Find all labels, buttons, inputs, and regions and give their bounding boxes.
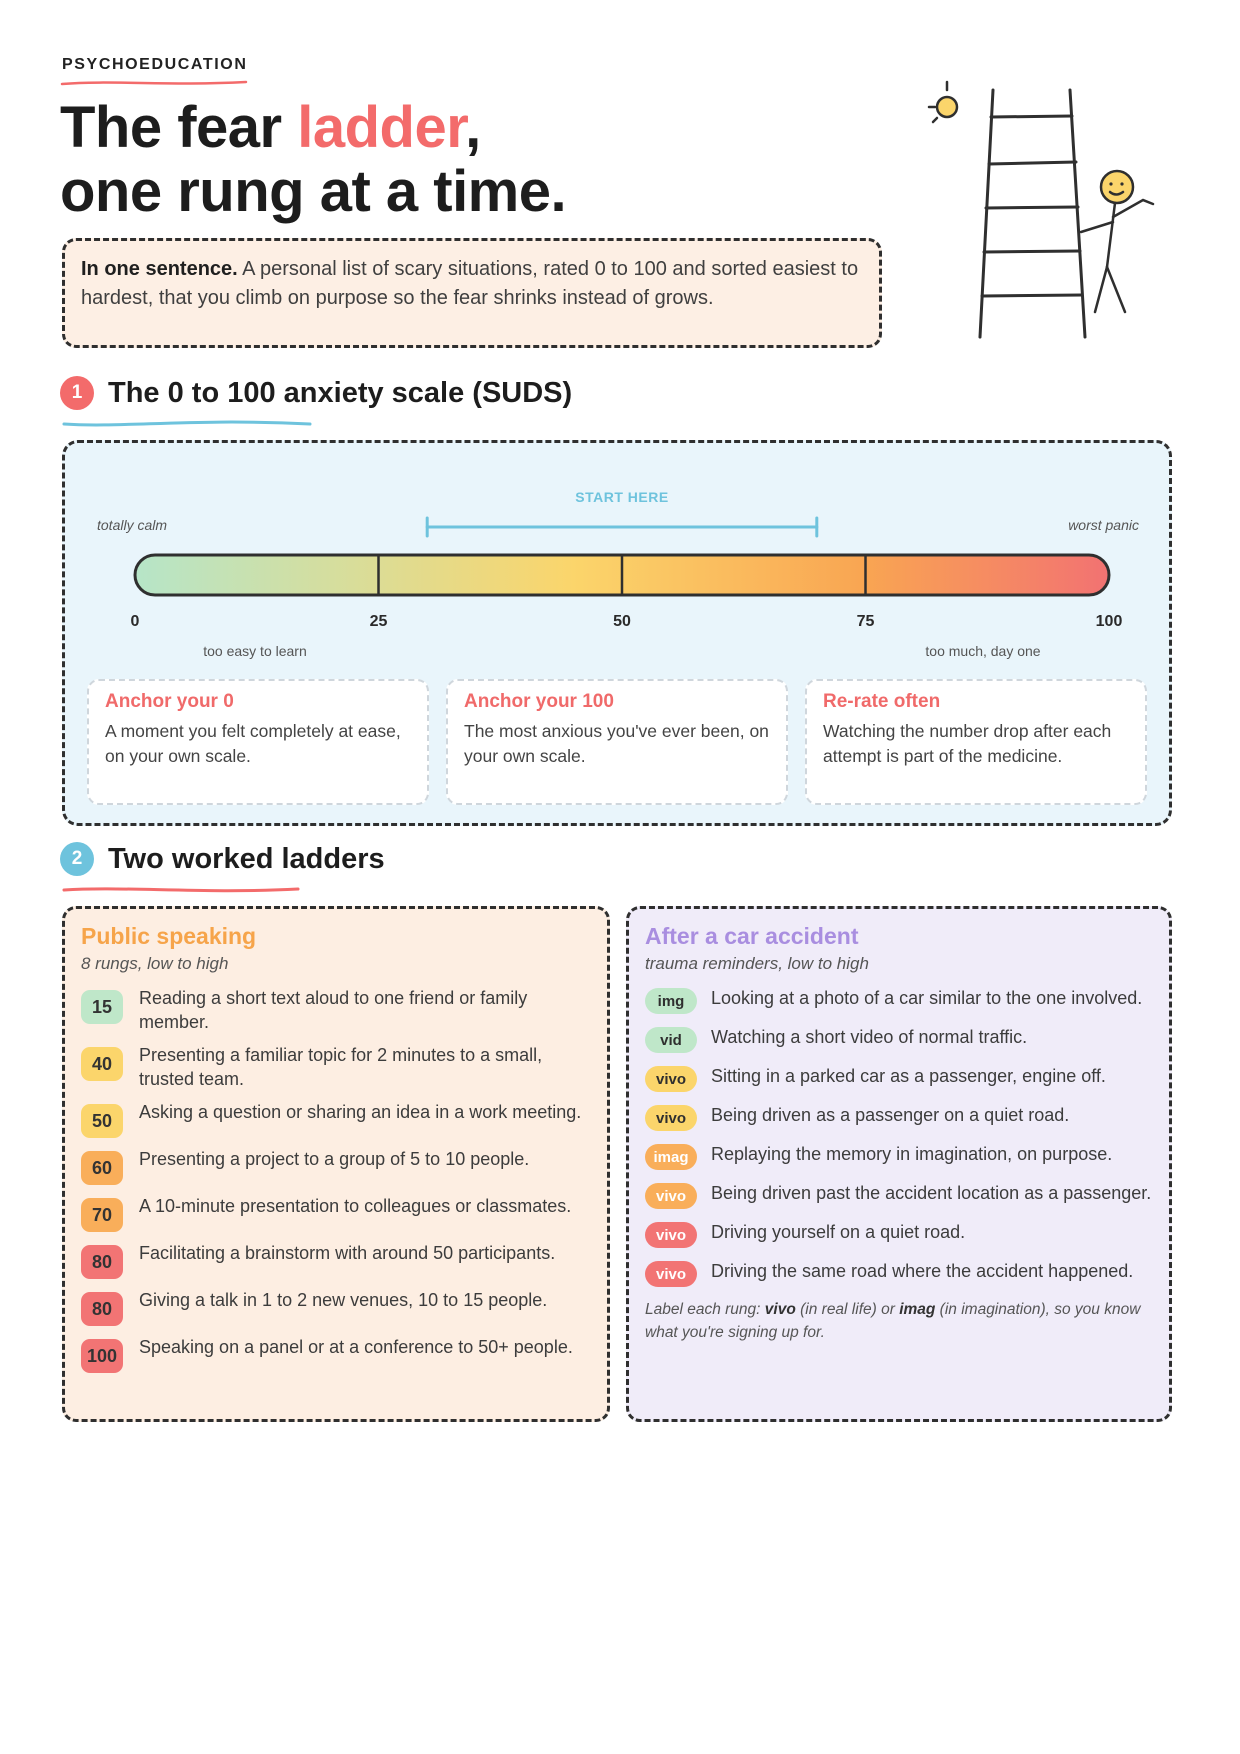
suds-score-badge: 15 (81, 990, 123, 1024)
note-mid: (in real life) or (795, 1301, 900, 1318)
section-2-header (60, 842, 385, 876)
anchor-text: Watching the number drop after each attempt is part of the medicine. (823, 721, 1112, 766)
left-caption-calm: totally calm (97, 517, 168, 533)
rung-text: Watching a short video of normal traffic. (711, 1027, 1028, 1047)
anchor-title: Re-rate often (823, 691, 941, 712)
page-title (60, 96, 566, 224)
ladder-rung (81, 1288, 591, 1326)
suds-score-badge: 70 (81, 1198, 123, 1232)
right-caption-panic: worst panic (1068, 517, 1139, 533)
section-1-underline (62, 418, 312, 430)
exposure-type-badge: vivo (645, 1222, 697, 1248)
anchor-title: Anchor your 100 (464, 691, 614, 712)
section-2-title: Two worked ladders (108, 842, 385, 875)
title-line2: one rung at a time. (60, 159, 567, 224)
tick-label: 0 (130, 613, 140, 630)
one-sentence-summary (62, 238, 882, 348)
rung-text: Being driven as a passenger on a quiet road. (711, 1105, 1070, 1125)
ladder-rung (645, 1220, 1153, 1248)
label-note (645, 1298, 1153, 1344)
anchor-card-hundred (446, 679, 788, 805)
exposure-type-badge: vid (645, 1027, 697, 1053)
rung-text: Being driven past the accident location as a passenger. (711, 1183, 1152, 1203)
rung-text: Driving yourself on a quiet road. (711, 1222, 966, 1242)
suds-score-badge: 40 (81, 1047, 123, 1081)
anchor-text: The most anxious you've ever been, on your own scale. (464, 721, 769, 766)
title-accent-word: ladder (297, 95, 466, 160)
exposure-type-badge: imag (645, 1144, 697, 1170)
suds-score-badge: 60 (81, 1151, 123, 1185)
ladder-rung (645, 1259, 1153, 1287)
ladder-subtitle: 8 rungs, low to high (81, 954, 229, 973)
ladder-climber-illustration (925, 72, 1165, 352)
rung-text: Presenting a familiar topic for 2 minutes to a small, trusted team. (139, 1045, 543, 1089)
exposure-type-badge: img (645, 988, 697, 1014)
rung-list (81, 986, 591, 1373)
note-imag: imag (899, 1301, 936, 1318)
ladder-rung (645, 1025, 1153, 1053)
note-suffix: (in imagination), so you know what you're signing up for. (645, 1301, 1141, 1341)
ladder-title: Public speaking (81, 923, 257, 949)
rung-text: Replaying the memory in imagination, on purpose. (711, 1144, 1113, 1164)
kicker-label: PSYCHOEDUCATION (62, 56, 248, 73)
rung-text: Presenting a project to a group of 5 to 10 people. (139, 1149, 530, 1169)
section-1-number: 1 (60, 376, 94, 410)
section-1-title: The 0 to 100 anxiety scale (SUDS) (108, 376, 573, 409)
note-prefix: Label each rung: (645, 1301, 765, 1318)
stick-figure (1081, 171, 1153, 312)
exposure-type-badge: vivo (645, 1261, 697, 1287)
ladder-drawing (980, 90, 1085, 337)
kicker-underline (60, 78, 250, 88)
exposure-type-badge: vivo (645, 1105, 697, 1131)
rung-text: Giving a talk in 1 to 2 new venues, 10 to 15 people. (139, 1290, 548, 1310)
start-here-bracket (427, 518, 817, 536)
ladder-rung (645, 1103, 1153, 1131)
ladder-rung (81, 1194, 591, 1232)
suds-score-badge: 100 (81, 1339, 123, 1373)
title-comma: , (465, 95, 481, 160)
rung-text: Facilitating a brainstorm with around 50 participants. (139, 1243, 556, 1263)
rung-text: Looking at a photo of a car similar to the one involved. (711, 988, 1143, 1008)
anchor-card-rerate (805, 679, 1147, 805)
suds-score-badge: 80 (81, 1292, 123, 1326)
ladder-rung (81, 1100, 591, 1138)
public-speaking-ladder (62, 906, 610, 1422)
rung-text: Reading a short text aloud to one friend or family member. (139, 988, 528, 1032)
note-vivo: vivo (764, 1301, 796, 1318)
ladder-rung (81, 1147, 591, 1185)
section-1-header (60, 376, 572, 410)
rung-text: A 10-minute presentation to colleagues or classmates. (139, 1196, 572, 1216)
zone-label-low: too easy to learn (203, 643, 307, 659)
rung-list (645, 986, 1153, 1287)
zone-label-high: too much, day one (925, 643, 1041, 659)
rung-text: Sitting in a parked car as a passenger, engine off. (711, 1066, 1106, 1086)
rung-text: Speaking on a panel or at a conference to 50+ people. (139, 1337, 573, 1357)
tick-label: 75 (856, 613, 875, 630)
tick-label: 25 (369, 613, 388, 630)
exposure-type-badge: vivo (645, 1066, 697, 1092)
summary-text: A personal list of scary situations, rated 0 to 100 and sorted easiest to hardest, that you climb on purpose so the fear shrinks instead of grows. (81, 258, 859, 309)
ladder-title: After a car accident (645, 923, 859, 949)
title-part1: The fear (60, 95, 298, 160)
anchor-card-zero (87, 679, 429, 805)
ladder-subtitle: trauma reminders, low to high (645, 954, 869, 973)
section-2-underline (62, 884, 302, 896)
section-2-number: 2 (60, 842, 94, 876)
ladder-rung (645, 1064, 1153, 1092)
ladder-rung (81, 1241, 591, 1279)
suds-score-badge: 80 (81, 1245, 123, 1279)
ladder-rung (81, 1043, 591, 1091)
tick-label: 100 (1095, 613, 1123, 630)
exposure-type-badge: vivo (645, 1183, 697, 1209)
ladder-rung (645, 1142, 1153, 1170)
rung-text: Asking a question or sharing an idea in a work meeting. (139, 1102, 582, 1122)
summary-lead: In one sentence. (81, 258, 238, 280)
ladder-rung (81, 986, 591, 1034)
ladder-rung (81, 1335, 591, 1373)
ladder-rung (645, 1181, 1153, 1209)
sun-icon (929, 82, 957, 122)
tick-label: 50 (613, 613, 631, 630)
suds-score-badge: 50 (81, 1104, 123, 1138)
ladder-rung (645, 986, 1153, 1014)
rung-text: Driving the same road where the accident happened. (711, 1261, 1134, 1281)
car-accident-ladder (626, 906, 1172, 1422)
anchor-text: A moment you felt completely at ease, on your own scale. (105, 721, 401, 766)
anchor-title: Anchor your 0 (105, 691, 234, 712)
start-here-label: START HERE (575, 489, 669, 505)
suds-scale-panel (62, 440, 1172, 826)
